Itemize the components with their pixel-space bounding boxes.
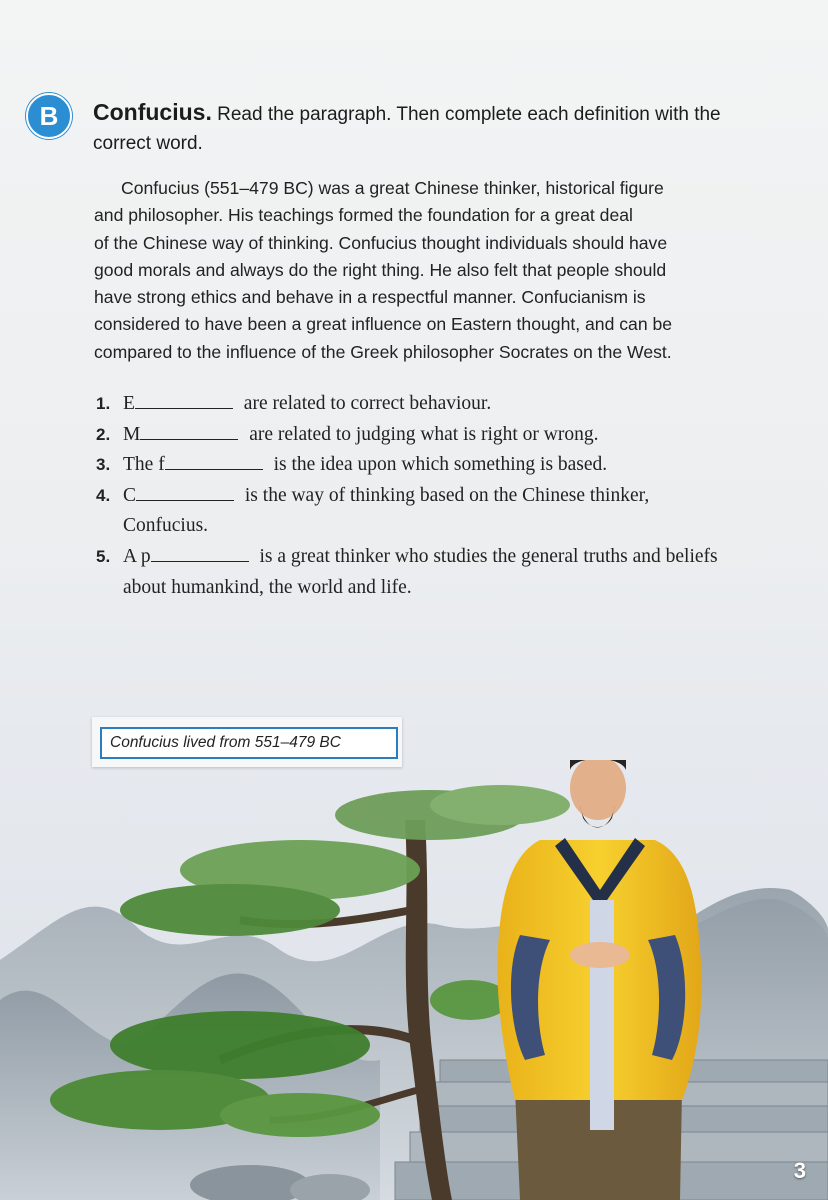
item-number: 2. xyxy=(96,424,111,444)
caption-panel xyxy=(92,717,402,767)
item-number: 3. xyxy=(96,455,111,475)
paragraph-line: have strong ethics and behave in a respectful manner. Confucianism is xyxy=(94,287,646,308)
definition-item xyxy=(96,389,776,420)
section-title: Confucius. xyxy=(93,99,212,125)
section-instruction: Read the paragraph. Then complete each definition with the correct word. xyxy=(93,104,721,154)
answer-blank[interactable] xyxy=(151,544,249,562)
item-text: are related to correct behaviour. xyxy=(243,393,492,414)
item-text: is the idea upon which something is based. xyxy=(273,454,608,476)
answer-blank[interactable] xyxy=(165,452,263,470)
paragraph-line: and philosopher. His teachings formed the foundation for a great deal xyxy=(94,205,633,226)
paragraph-line: good morals and always do the right thing. He also felt that people should xyxy=(94,259,667,280)
confucius-illustration xyxy=(0,760,828,1200)
item-text: are related to judging what is right or wrong. xyxy=(249,423,599,445)
answer-blank[interactable] xyxy=(140,422,238,440)
answer-blank[interactable] xyxy=(136,483,234,501)
answer-blank[interactable] xyxy=(135,391,233,409)
paragraph-line: considered to have been a great influence on Eastern thought, and can be xyxy=(94,314,673,335)
definition-item xyxy=(96,450,776,481)
item-prefix: A p xyxy=(123,545,151,567)
definition-item xyxy=(96,542,763,603)
reading-paragraph xyxy=(94,175,764,366)
paragraph-line: Confucius (551–479 BC) was a great Chinese thinker, historical figure xyxy=(121,178,664,198)
item-number: 5. xyxy=(96,546,111,566)
page-number: 3 xyxy=(793,1158,806,1183)
item-prefix: M xyxy=(123,423,141,445)
item-text: is the way of thinking based on the Chinese thinker, Confucius. xyxy=(123,484,650,537)
caption-text: Confucius lived from 551–479 BC xyxy=(100,727,398,759)
item-prefix: C xyxy=(123,484,137,506)
item-number: 4. xyxy=(96,485,111,505)
paragraph-line: of the Chinese way of thinking. Confucius thought individuals should have xyxy=(94,232,668,253)
section-heading xyxy=(93,98,783,158)
paragraph-line: compared to the influence of the Greek philosopher Socrates on the West. xyxy=(94,341,672,362)
item-prefix: E xyxy=(123,393,135,414)
definition-list xyxy=(96,389,776,603)
definition-item xyxy=(96,481,683,542)
item-number: 1. xyxy=(96,394,111,413)
confucius-figure xyxy=(497,760,701,1200)
item-text: is a great thinker who studies the general truths and beliefs about humankind, the world and life. xyxy=(123,545,718,598)
section-badge: B xyxy=(26,93,72,139)
item-prefix: The f xyxy=(123,454,165,476)
definition-item xyxy=(96,420,776,451)
